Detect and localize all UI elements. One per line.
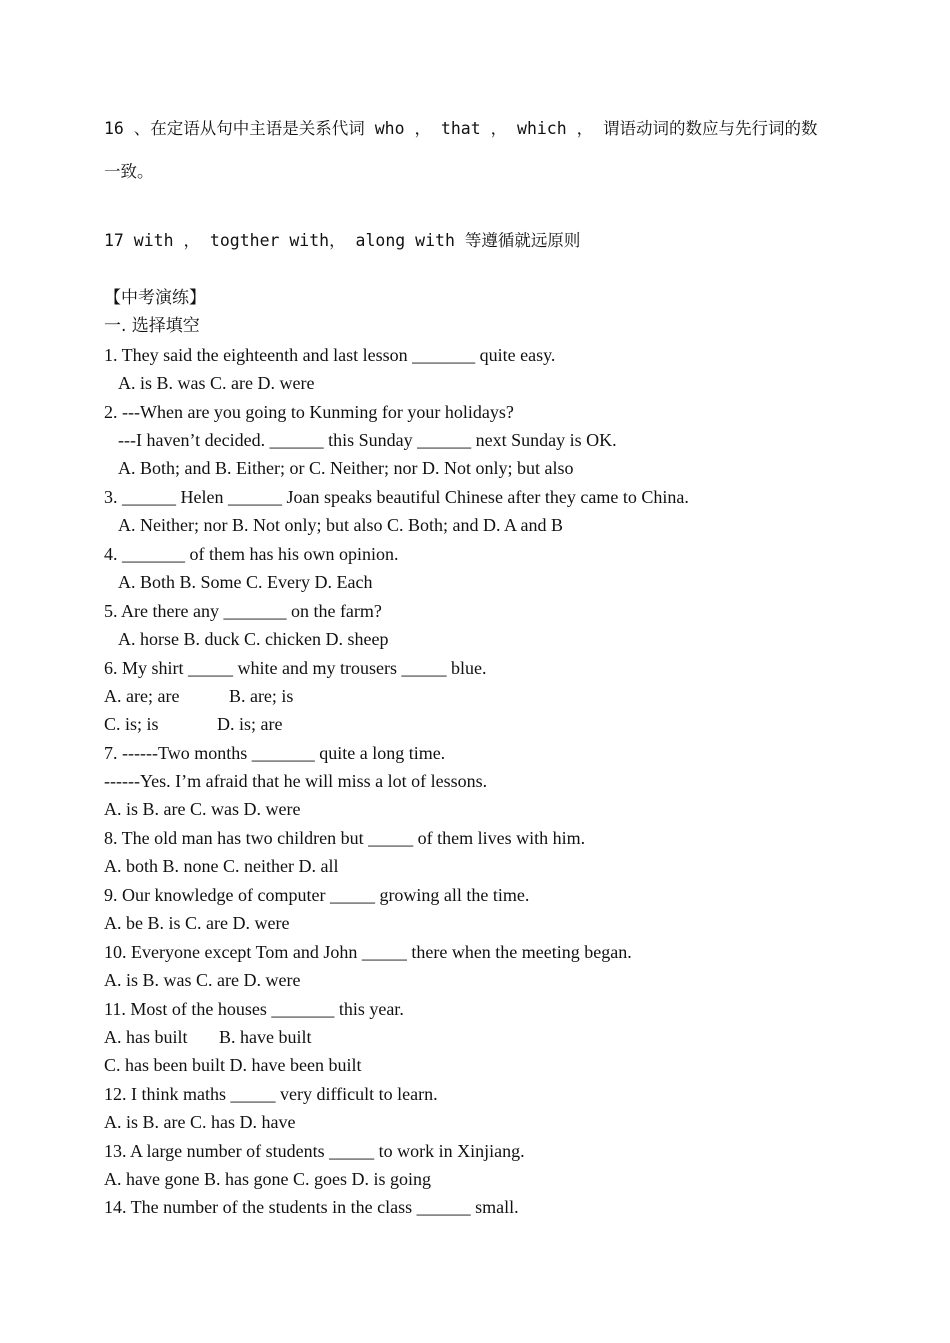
question-13: 13. A large number of students _____ to work in Xinjiang. xyxy=(104,1141,525,1161)
options-8: A. both B. none C. neither D. all xyxy=(104,856,339,876)
options-4: A. Both B. Some C. Every D. Each xyxy=(118,572,373,592)
options-3: A. Neither; nor B. Not only; but also C. Both; and D. A and B xyxy=(118,515,563,535)
question-12: 12. I think maths _____ very difficult to learn. xyxy=(104,1084,438,1104)
question-7-reply: ------Yes. I’m afraid that he will miss a lot of lessons. xyxy=(104,771,488,791)
section-title: 【中考演练】 xyxy=(104,288,206,308)
options-5: A. horse B. duck C. chicken D. sheep xyxy=(118,629,389,649)
question-8: 8. The old man has two children but _____ of them lives with him. xyxy=(104,828,586,848)
rule-16-line-1: 16 、在定语从句中主语是关系代词 who ， that ， which ， 谓语动词的数应与先行词的数 xyxy=(104,119,818,138)
options-1: A. is B. was C. are D. were xyxy=(118,373,315,393)
rule-17: 17 with ， togther with， along with 等遵循就远原则 xyxy=(104,231,581,250)
options-13: A. have gone B. has gone C. goes D. is going xyxy=(104,1169,431,1189)
options-9: A. be B. is C. are D. were xyxy=(104,913,290,933)
question-1: 1. They said the eighteenth and last lesson _______ quite easy. xyxy=(104,345,556,365)
options-2: A. Both; and B. Either; or C. Neither; nor D. Not only; but also xyxy=(118,458,574,478)
question-4: 4. _______ of them has his own opinion. xyxy=(104,544,399,564)
options-11b: C. has been built D. have been built xyxy=(104,1055,362,1075)
options-11a: A. has built B. have built xyxy=(104,1027,312,1047)
question-7: 7. ------Two months _______ quite a long time. xyxy=(104,743,446,763)
question-3: 3. ______ Helen ______ Joan speaks beautiful Chinese after they came to China. xyxy=(104,487,689,507)
options-10: A. is B. was C. are D. were xyxy=(104,970,301,990)
question-11: 11. Most of the houses _______ this year. xyxy=(104,999,404,1019)
rule-16-line-2: 一致。 xyxy=(104,162,154,181)
options-6b: C. is; is D. is; are xyxy=(104,714,283,734)
question-6: 6. My shirt _____ white and my trousers _____ blue. xyxy=(104,658,487,678)
options-6a: A. are; are B. are; is xyxy=(104,686,294,706)
question-2: 2. ---When are you going to Kunming for your holidays? xyxy=(104,402,514,422)
options-7: A. is B. are C. was D. were xyxy=(104,799,301,819)
options-12: A. is B. are C. has D. have xyxy=(104,1112,296,1132)
question-14: 14. The number of the students in the class ______ small. xyxy=(104,1197,519,1217)
question-2-reply: ---I haven’t decided. ______ this Sunday ______ next Sunday is OK. xyxy=(118,430,617,450)
question-5: 5. Are there any _______ on the farm? xyxy=(104,601,382,621)
question-9: 9. Our knowledge of computer _____ growing all the time. xyxy=(104,885,530,905)
question-10: 10. Everyone except Tom and John _____ there when the meeting began. xyxy=(104,942,632,962)
section-subtitle: 一. 选择填空 xyxy=(104,316,200,336)
